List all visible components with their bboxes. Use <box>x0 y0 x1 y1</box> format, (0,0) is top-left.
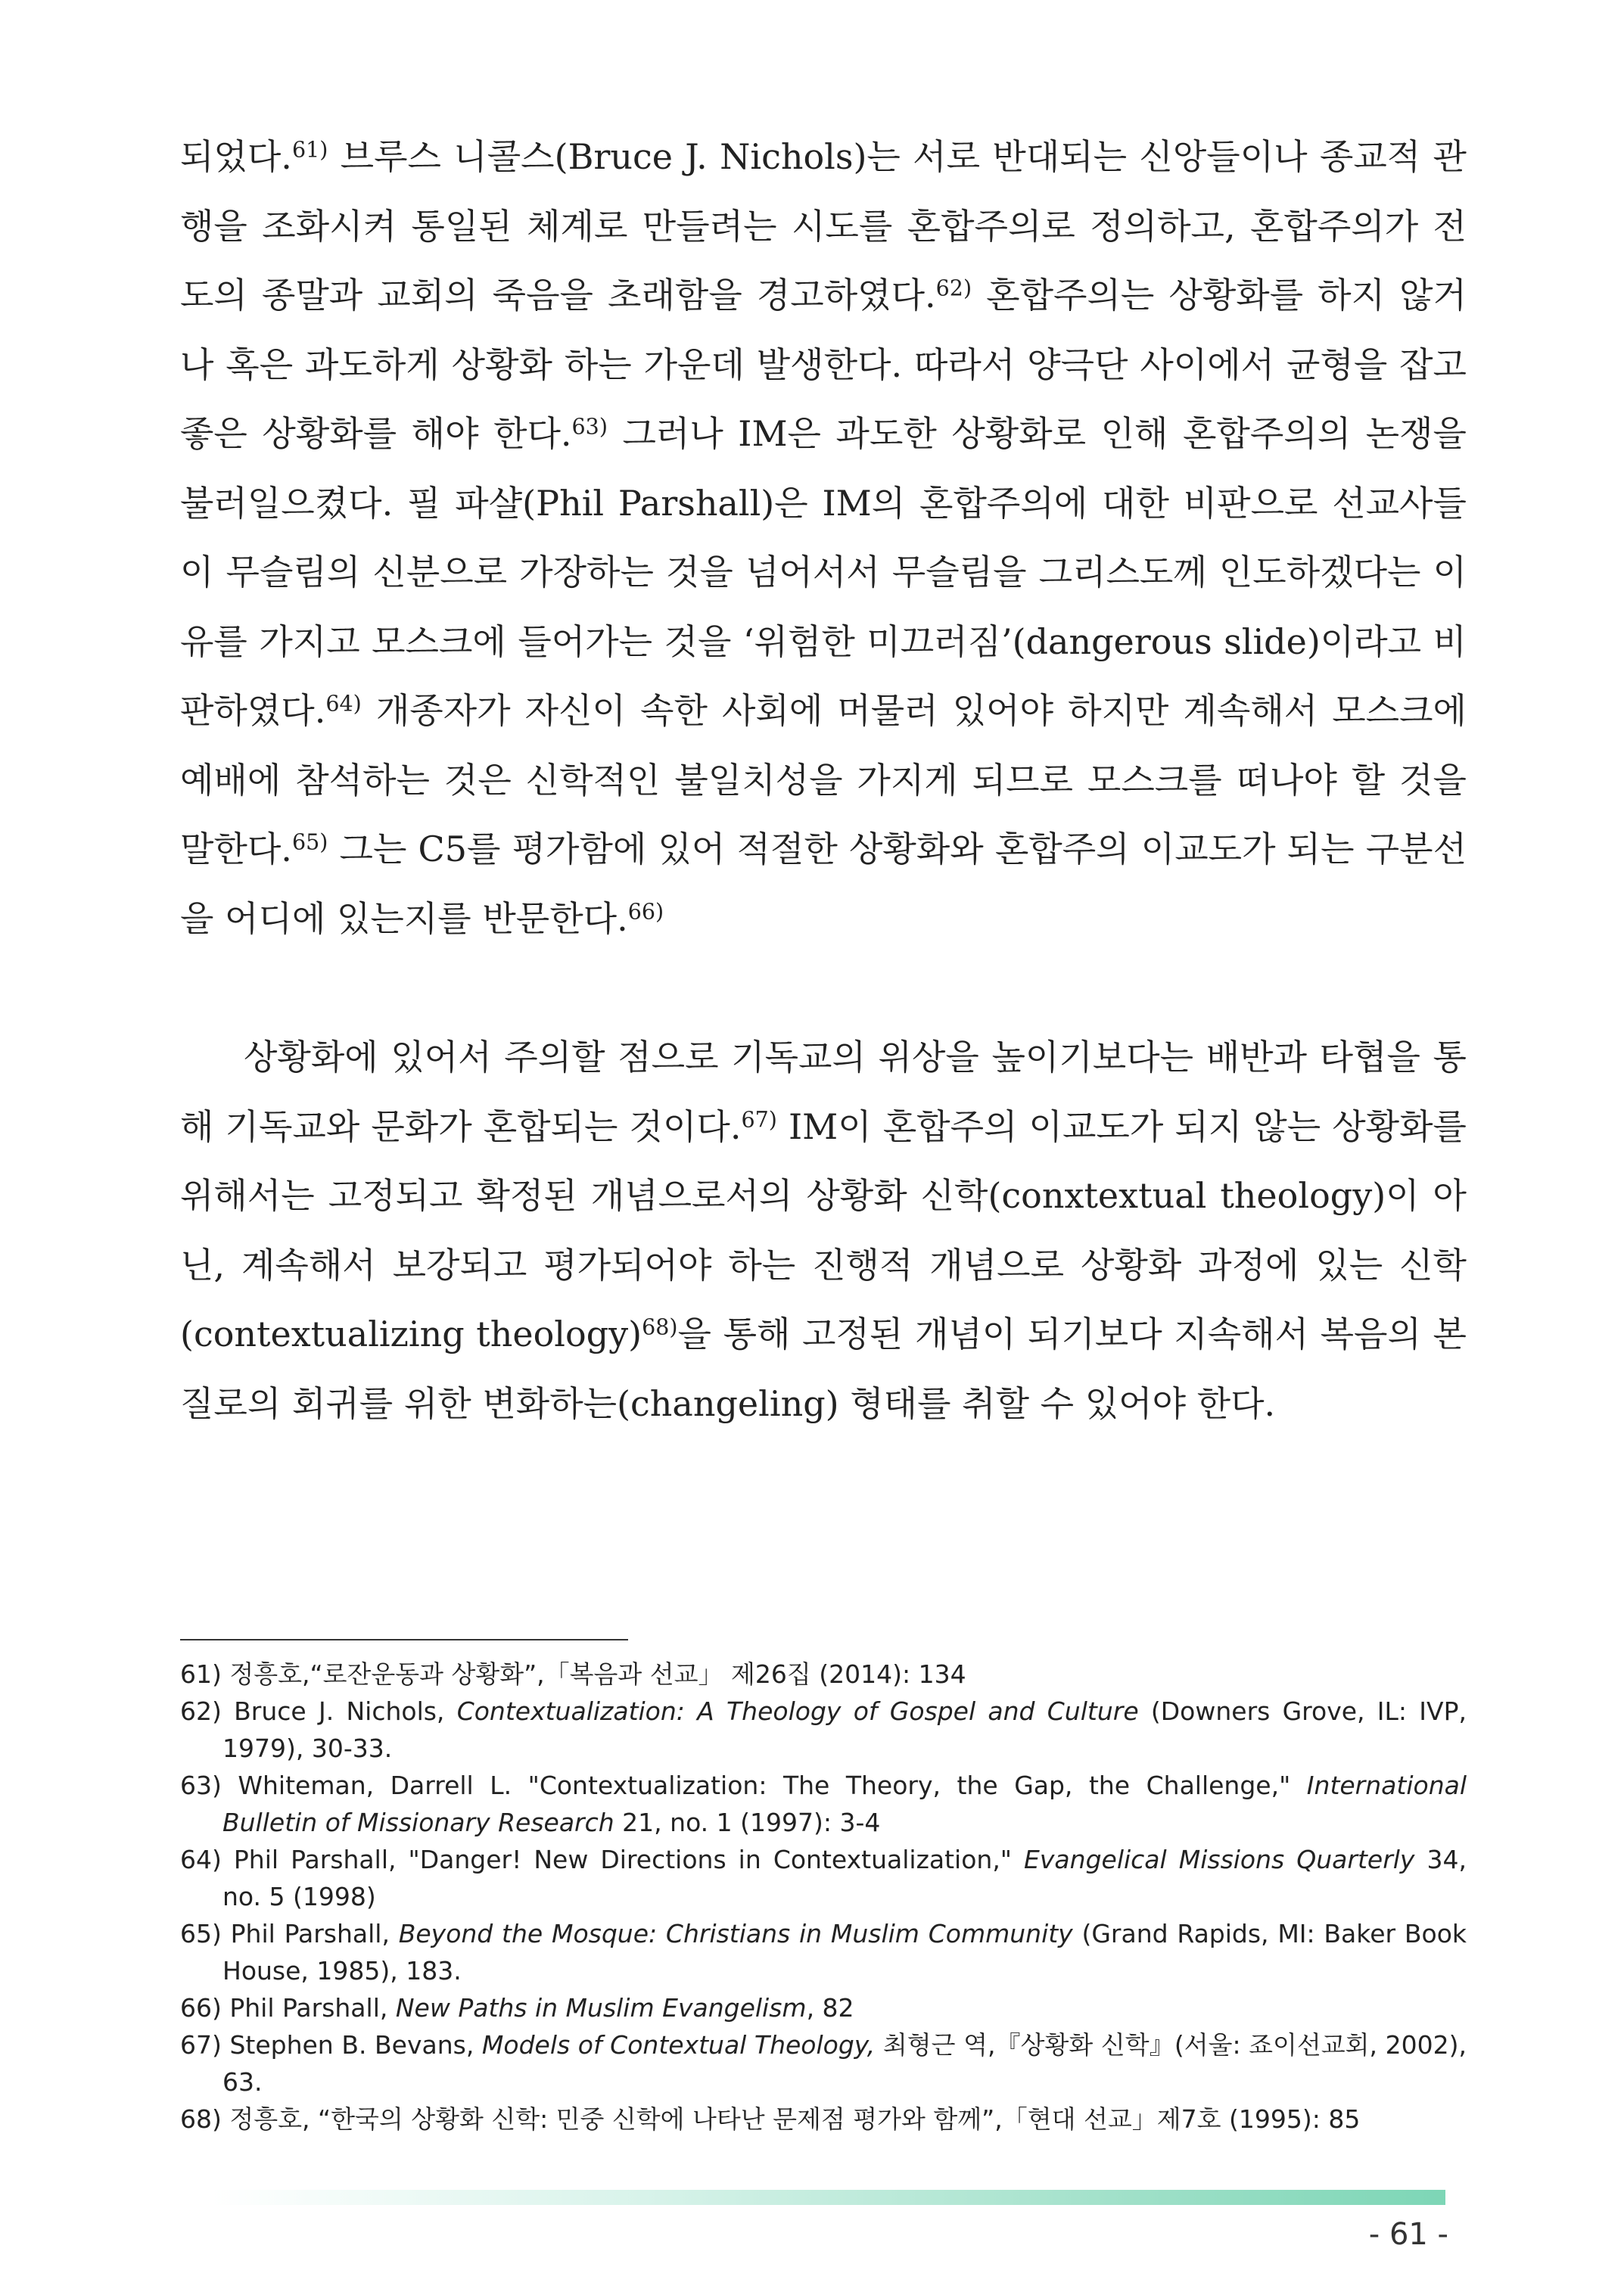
footnote-divider <box>180 1639 628 1640</box>
footnote-title: International Bulletin of Missionary Research <box>222 1771 1467 1837</box>
footer-accent-bar <box>212 2190 1445 2205</box>
p1-text-6: 그는 C5를 평가함에 있어 적절한 상황화와 혼합주의 이교도가 되는 구분선을 어디에 있는지를 반문한다. <box>180 829 1467 939</box>
footnote-title: Contextualization: A Theology of Gospel and Culture <box>456 1696 1139 1726</box>
paragraph-2 <box>180 1023 1467 1438</box>
footnote-68 <box>180 2101 1467 2138</box>
footnote-text: 34, no. 5 (1998) <box>222 1845 1467 1911</box>
footnotes <box>180 1656 1467 2138</box>
footnote-ref-64[interactable]: 64) <box>325 691 362 717</box>
footnote-ref-63[interactable]: 63) <box>571 414 608 440</box>
footnote-text: 67) Stephen B. Bevans, <box>180 2030 482 2060</box>
main-text <box>180 123 1467 1438</box>
footnote-65 <box>180 1915 1467 1989</box>
footnote-ref-62[interactable]: 62) <box>935 275 972 301</box>
paragraph-1 <box>180 123 1467 953</box>
footnote-text: 61) 정흥호,“로잔운동과 상황화”,「복음과 선교」 제26집 (2014): 134 <box>180 1659 966 1689</box>
footnote-63 <box>180 1767 1467 1841</box>
footnote-text: (Downers Grove, IL: IVP, 1979), 30-33. <box>222 1696 1467 1763</box>
footnote-66 <box>180 1989 1467 2026</box>
footnote-ref-65[interactable]: 65) <box>291 829 328 855</box>
page-number: - 61 - <box>1368 2217 1448 2252</box>
footnote-title: Models of Contextual Theology, <box>481 2030 876 2060</box>
p1-text-3: 혼합주의는 상황화를 하지 않거나 혹은 과도하게 상황화 하는 가운데 발생한다. 따라서 양극단 사이에서 균형을 잡고 좋은 상황화를 해야 한다. <box>180 275 1467 454</box>
footnote-62 <box>180 1693 1467 1767</box>
p1-text-5: 개종자가 자신이 속한 사회에 머물러 있어야 하지만 계속해서 모스크에 예배에 참석하는 것은 신학적인 불일치성을 가지게 되므로 모스크를 떠나야 할 것을 말한다. <box>180 690 1467 869</box>
footnote-ref-61[interactable]: 61) <box>291 137 328 163</box>
footnote-61 <box>180 1656 1467 1693</box>
footnote-text: 63) Whiteman, Darrell L. "Contextualization: The Theory, the Gap, the Challenge," <box>180 1771 1307 1800</box>
p1-text-1: 되었다. <box>180 136 292 177</box>
footnote-text: 21, no. 1 (1997): 3-4 <box>614 1808 881 1837</box>
footnote-ref-66[interactable]: 66) <box>627 898 664 924</box>
footnote-text: 66) Phil Parshall, <box>180 1993 396 2023</box>
footnote-text: 64) Phil Parshall, "Danger! New Directions in Contextualization," <box>180 1845 1025 1874</box>
footnote-ref-68[interactable]: 68) <box>642 1314 678 1340</box>
footnote-title: Evangelical Missions Quarterly <box>1024 1845 1415 1874</box>
p1-text-4: 그러나 IM은 과도한 상황화로 인해 혼합주의의 논쟁을 불러일으켰다. 필 파샬(Phil Parshall)은 IM의 혼합주의에 대한 비판으로 선교사들이 무슬림의 신분으로 가장하는 것을 넘어서서 무슬림을 그리스도께 인도하겠다는 이유를 가지고 모스크에 들어가는 것을 ‘위험한 미끄러짐’(dangerous slide)이라고 비판하였다. <box>180 413 1467 731</box>
footnote-text: (Grand Rapids, MI: Baker Book House, 1985), 183. <box>222 1919 1467 1986</box>
footnote-64 <box>180 1841 1467 1915</box>
p2-text-1: 상황화에 있어서 주의할 점으로 기독교의 위상을 높이기보다는 배반과 타협을 통해 기독교와 문화가 혼합되는 것이다. <box>180 1037 1467 1147</box>
footnote-text: 68) 정흥호, “한국의 상황화 신학: 민중 신학에 나타난 문제점 평가와 함께”,「현대 선교」제7호 (1995): 85 <box>180 2104 1361 2134</box>
footnote-67 <box>180 2026 1467 2101</box>
footnote-text: 65) Phil Parshall, <box>180 1919 399 1948</box>
footnote-text: 62) Bruce J. Nichols, <box>180 1696 457 1726</box>
p1-text-2: 브루스 니콜스(Bruce J. Nichols)는 서로 반대되는 신앙들이나 종교적 관행을 조화시켜 통일된 체계로 만들려는 시도를 혼합주의로 정의하고, 혼합주의가 전도의 종말과 교회의 죽음을 초래함을 경고하였다. <box>180 136 1467 316</box>
footnote-text: 최형근 역,『상황화 신학』(서울: 죠이선교회, 2002), 63. <box>222 2030 1467 2097</box>
footnote-text: , 82 <box>806 1993 854 2023</box>
footnote-title: Beyond the Mosque: Christians in Muslim Community <box>398 1919 1073 1948</box>
p2-text-3: 을 통해 고정된 개념이 되기보다 지속해서 복음의 본질로의 회귀를 위한 변화하는(changeling) 형태를 취할 수 있어야 한다. <box>180 1314 1467 1424</box>
footnote-title: New Paths in Muslim Evangelism <box>395 1993 807 2023</box>
p2-text-2: IM이 혼합주의 이교도가 되지 않는 상황화를 위해서는 고정되고 확정된 개념으로서의 상황화 신학(conxtextual theology)이 아닌, 계속해서 보강되고 평가되어야 하는 진행적 개념으로 상황화 과정에 있는 신학(contextualizing theology) <box>180 1106 1467 1354</box>
footnote-ref-67[interactable]: 67) <box>741 1106 777 1132</box>
